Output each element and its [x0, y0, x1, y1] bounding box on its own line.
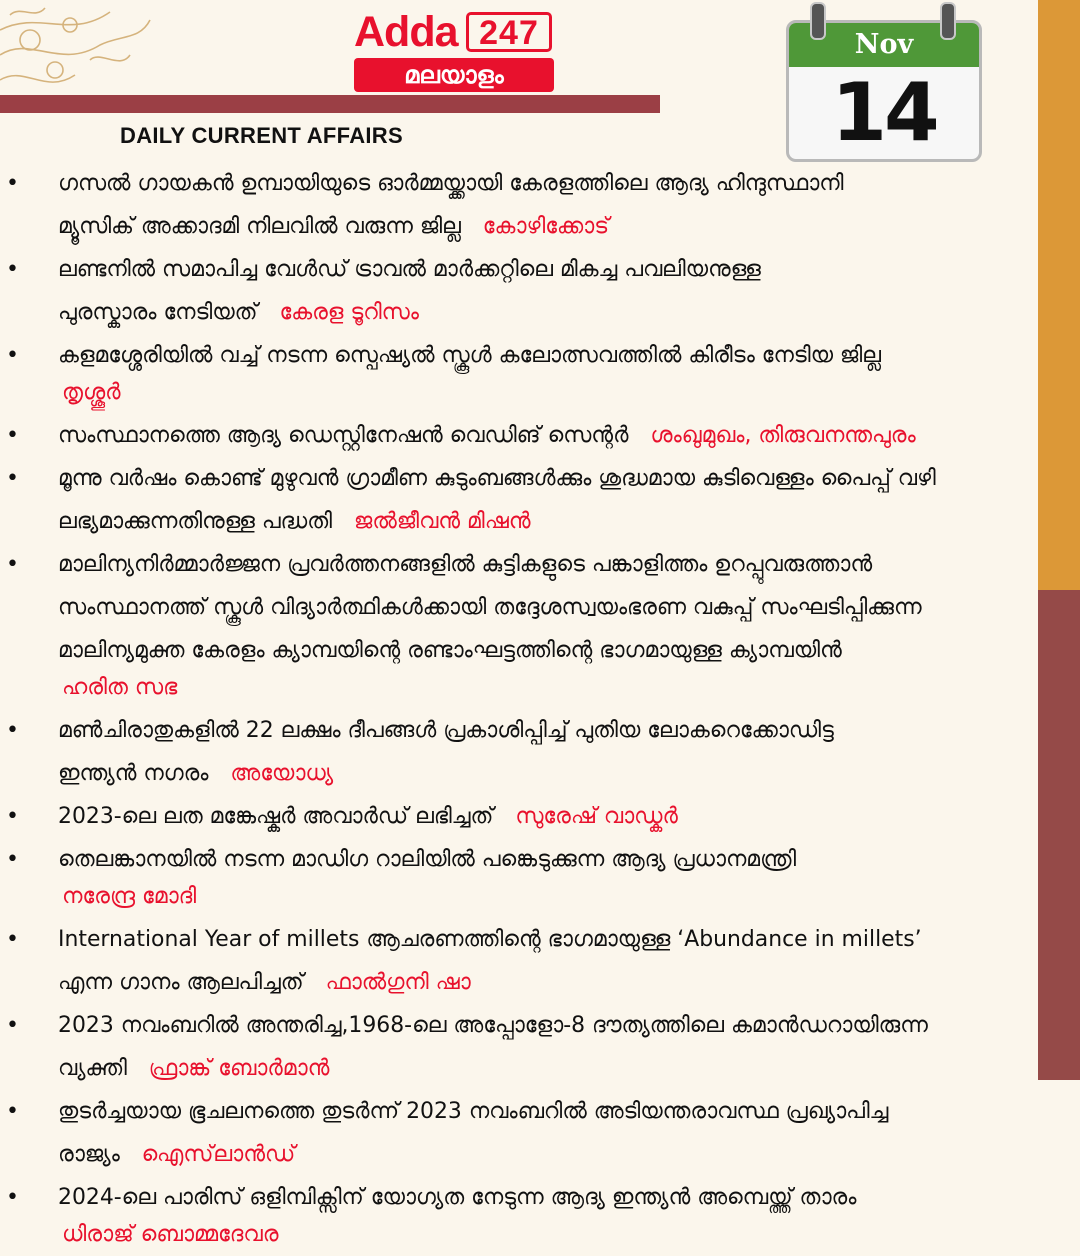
answer-text: ഹരിത സഭ — [62, 675, 178, 700]
list-item — [0, 334, 1040, 414]
question-text: തുടർച്ചയായ ഭൂചലനത്തെ തുടർന്ന് 2023 നവംബറിൽ അടിയന്തരാവസ്ഥ പ്രഖ്യാപിച്ച — [58, 1099, 889, 1124]
list-item — [0, 457, 1040, 543]
question-text: കളമശ്ശേരിയിൽ വച്ച് നടന്ന സ്പെഷ്യൽ സ്കൂൾ കലോത്സവത്തിൽ കിരീടം നേടിയ ജില്ല — [58, 343, 881, 368]
list-item — [0, 248, 1040, 334]
header-bar — [0, 95, 660, 113]
question-text: ഇന്ത്യൻ നഗരം — [58, 761, 209, 786]
answer-text: സുരേഷ് വാഡ്കർ — [515, 804, 678, 829]
question-text: International Year of millets ആചരണത്തിന്റെ ഭാഗമായുള്ള ‘Abundance in millets’ — [58, 927, 922, 952]
side-stripe-red — [1038, 590, 1080, 1080]
bullet-icon: • — [6, 552, 19, 577]
answer-text: കോഴിക്കോട് — [482, 214, 610, 239]
question-text: തെലങ്കാനയിൽ നടന്ന മാഡിഗ റാലിയിൽ പങ്കെടുക്കുന്ന ആദ്യ പ്രധാനമന്ത്രി — [58, 847, 797, 872]
bullet-icon: • — [6, 927, 19, 952]
question-text: എന്ന ഗാനം ആലപിച്ചത് — [58, 970, 304, 995]
bullet-icon: • — [6, 466, 19, 491]
question-text: 2023-ലെ ലത മങ്കേഷ്കർ അവാർഡ് ലഭിച്ചത് — [58, 804, 494, 829]
question-text: മാലിന്യനിർമ്മാർജ്ജന പ്രവർത്തനങ്ങളിൽ കുട്ടികളുടെ പങ്കാളിത്തം ഉറപ്പുവരുത്താൻ — [58, 552, 873, 577]
bullet-icon: • — [6, 343, 19, 368]
question-text: രാജ്യം — [58, 1142, 120, 1167]
bullet-icon: • — [6, 171, 19, 196]
calendar-day: 14 — [831, 66, 937, 159]
list-item — [0, 795, 1040, 838]
question-text: മൂന്നു വർഷം കൊണ്ട് മുഴുവൻ ഗ്രാമീണ കുടുംബങ്ങൾക്കും ശുദ്ധമായ കുടിവെള്ളം പൈപ്പ് വഴി — [58, 466, 936, 491]
list-item — [0, 414, 1040, 457]
list-item — [0, 1090, 1040, 1176]
list-item — [0, 543, 1040, 709]
bullet-icon: • — [6, 1185, 19, 1210]
answer-text: തൃശ്ശൂർ — [62, 380, 121, 405]
calendar-ring-right — [940, 2, 956, 40]
bullet-icon: • — [6, 1013, 19, 1038]
question-text: പുരസ്കാരം നേടിയത് — [58, 300, 258, 325]
question-text: മ്യൂസിക് അക്കാദമി നിലവിൽ വരുന്ന ജില്ല — [58, 214, 461, 239]
bullet-icon: • — [6, 257, 19, 282]
bullet-icon: • — [6, 718, 19, 743]
question-text: ലഭ്യമാക്കുന്നതിനുള്ള പദ്ധതി — [58, 509, 333, 534]
question-text: ഗസൽ ഗായകൻ ഉമ്പായിയുടെ ഓർമ്മയ്ക്കായി കേരളത്തിലെ ആദ്യ ഹിന്ദുസ്ഥാനി — [58, 171, 844, 196]
answer-text: നരേന്ദ്ര മോദി — [62, 884, 197, 909]
question-text: 2023 നവംബറിൽ അന്തരിച്ച,1968-ലെ അപ്പോളോ-8 ദൗത്യത്തിലെ കമാൻഡറായിരുന്ന — [58, 1013, 928, 1038]
question-text: മാലിന്യമുക്ത കേരളം ക്യാമ്പയിന്റെ രണ്ടാംഘട്ടത്തിന്റെ ഭാഗമായുള്ള ക്യാമ്പയിൻ — [58, 638, 842, 663]
answer-text: ഫാൽഗുനി ഷാ — [325, 970, 471, 995]
brand-logo — [350, 8, 560, 92]
question-text: ലണ്ടനിൽ സമാപിച്ച വേൾഡ് ട്രാവൽ മാർക്കറ്റിലെ മികച്ച പവലിയനുള്ള — [58, 257, 761, 282]
question-text: വ്യക്തി — [58, 1056, 127, 1081]
brand-number: 247 — [466, 12, 552, 52]
answer-text: അയോധ്യ — [230, 761, 334, 786]
list-item — [0, 918, 1040, 1004]
corner-ornament — [0, 0, 200, 110]
page-title: DAILY CURRENT AFFAIRS — [120, 123, 403, 148]
bullet-icon: • — [6, 1099, 19, 1124]
question-text: മൺചിരാതുകളിൽ 22 ലക്ഷം ദീപങ്ങൾ പ്രകാശിപ്പിച്ച് പുതിയ ലോകറെക്കോഡിട്ട — [58, 718, 834, 743]
answer-text: കേരള ടൂറിസം — [279, 300, 419, 325]
calendar-icon — [780, 0, 990, 168]
calendar-page — [786, 20, 982, 162]
question-text: സംസ്ഥാനത്തെ ആദ്യ ഡെസ്റ്റിനേഷൻ വെഡിങ് സെന്റർ — [58, 423, 629, 448]
bullet-icon: • — [6, 423, 19, 448]
brand-subtitle: മലയാളം — [354, 58, 554, 92]
list-item — [0, 1004, 1040, 1090]
answer-text: ശംഖുമുഖം, തിരുവനന്തപുരം — [650, 423, 916, 448]
current-affairs-list — [0, 162, 1040, 1256]
answer-text: ഐസ്‌ലാൻഡ് — [141, 1142, 296, 1167]
question-text: സംസ്ഥാനത്ത് സ്കൂൾ വിദ്യാർത്ഥികൾക്കായി തദ്ദേശസ്വയംഭരണ വകുപ്പ് സംഘടിപ്പിക്കുന്ന — [58, 595, 922, 620]
answer-text: ഫ്രാങ്ക് ബോർമാൻ — [148, 1056, 330, 1081]
answer-text: ധിരാജ് ബൊമ്മദേവര — [62, 1222, 279, 1247]
bullet-icon: • — [6, 847, 19, 872]
bullet-icon: • — [6, 804, 19, 829]
answer-text: ജൽജീവൻ മിഷൻ — [353, 509, 531, 534]
calendar-ring-left — [810, 2, 826, 40]
list-item — [0, 838, 1040, 918]
calendar-month: Nov — [789, 23, 979, 67]
side-stripe-gold — [1038, 0, 1080, 590]
list-item — [0, 1176, 1040, 1256]
list-item — [0, 162, 1040, 248]
brand-name: Adda — [354, 8, 458, 56]
question-text: 2024-ലെ പാരിസ് ഒളിമ്പിക്സിന് യോഗ്യത നേടുന്ന ആദ്യ ഇന്ത്യൻ അമ്പെയ്ത്ത് താരം — [58, 1185, 857, 1210]
list-item — [0, 709, 1040, 795]
